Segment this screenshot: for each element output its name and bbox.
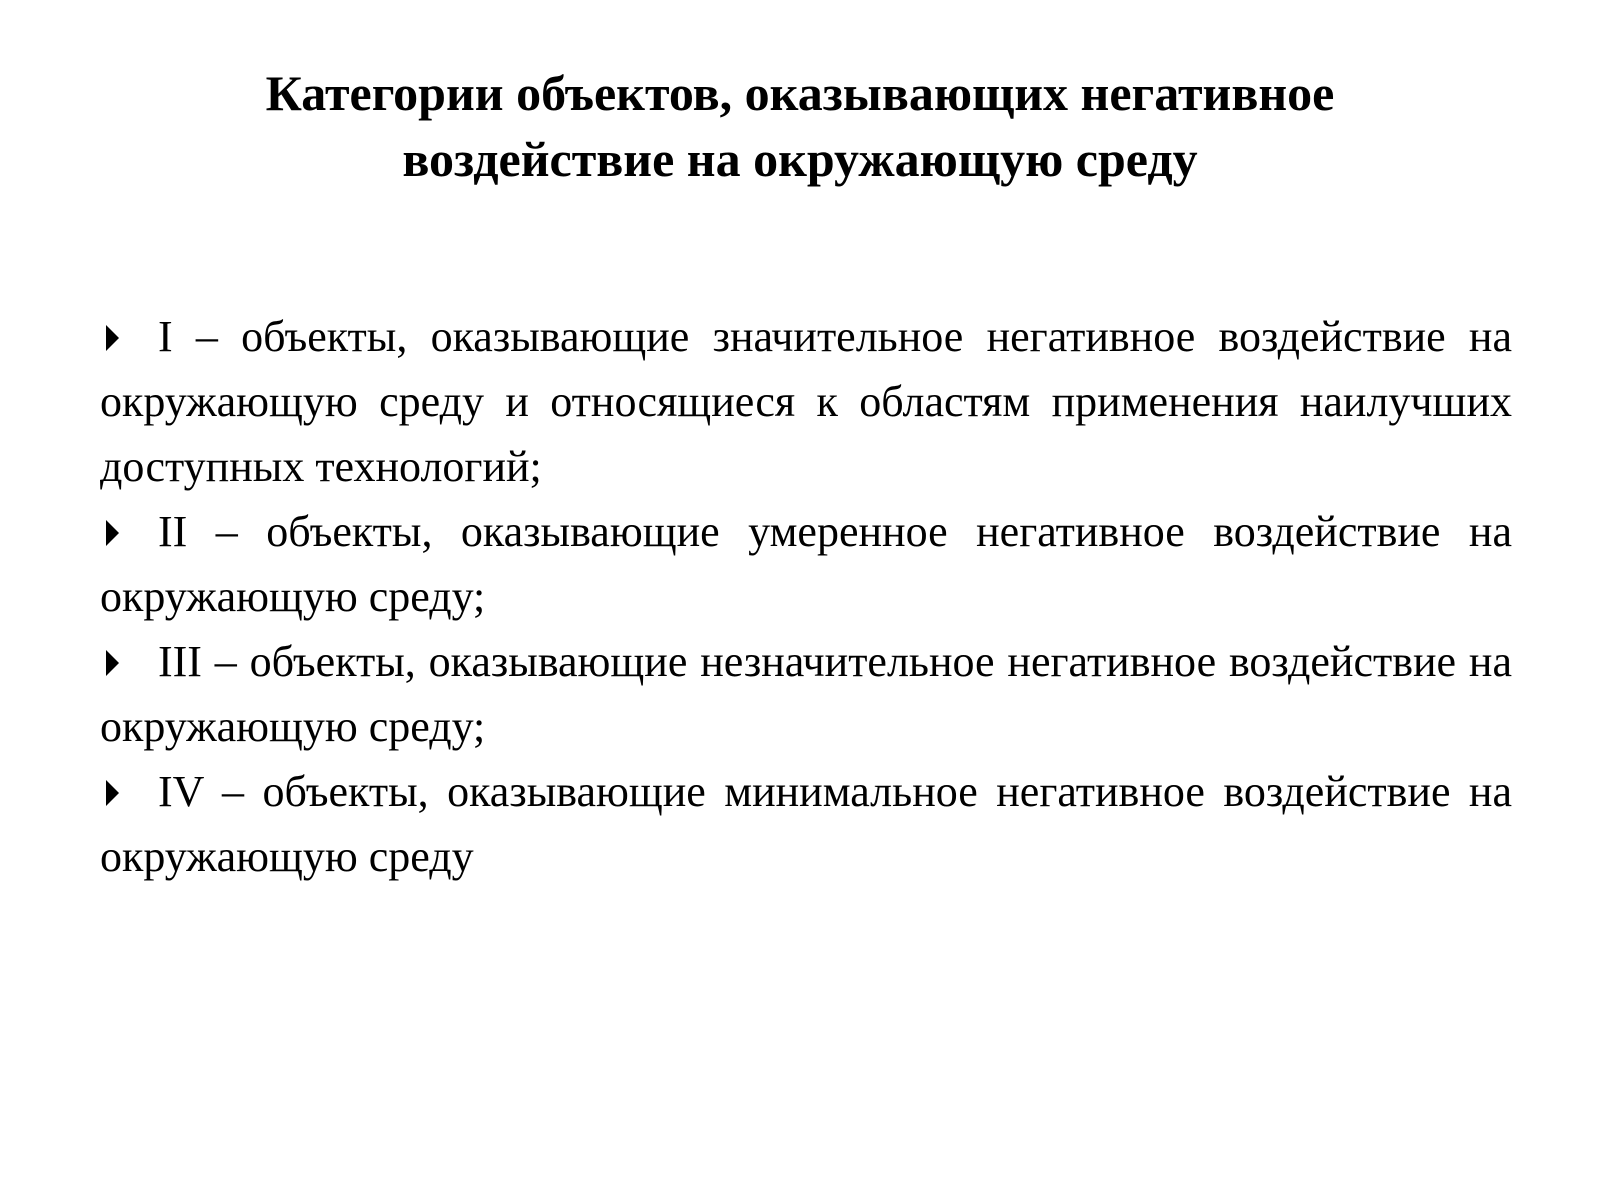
list-item-text: III – объекты, оказывающие незначительное негативное воздействие на окружающую среду; — [100, 637, 1512, 751]
list-item-text: II – объекты, оказывающие умеренное негативное воздействие на окружающую среду; — [100, 507, 1512, 621]
list-item — [100, 304, 1512, 499]
list-item-text: I – объекты, оказывающие значительное негативное воздействие на окружающую среду и относящиеся к областям применения наилучших доступных технологий; — [100, 312, 1512, 491]
triangle-right-icon — [106, 520, 119, 546]
triangle-right-icon — [106, 325, 119, 351]
list-item — [100, 759, 1512, 889]
triangle-right-icon — [106, 650, 119, 676]
list-item — [100, 499, 1512, 629]
triangle-right-icon — [106, 780, 119, 806]
category-list — [100, 304, 1512, 889]
title-line-2: воздействие на окружающую среду — [402, 131, 1198, 187]
list-item — [100, 629, 1512, 759]
slide-title — [100, 60, 1500, 192]
title-line-1: Категории объектов, оказывающих негативное — [265, 65, 1335, 121]
list-item-text: IV – объекты, оказывающие минимальное негативное воздействие на окружающую среду — [100, 767, 1512, 881]
